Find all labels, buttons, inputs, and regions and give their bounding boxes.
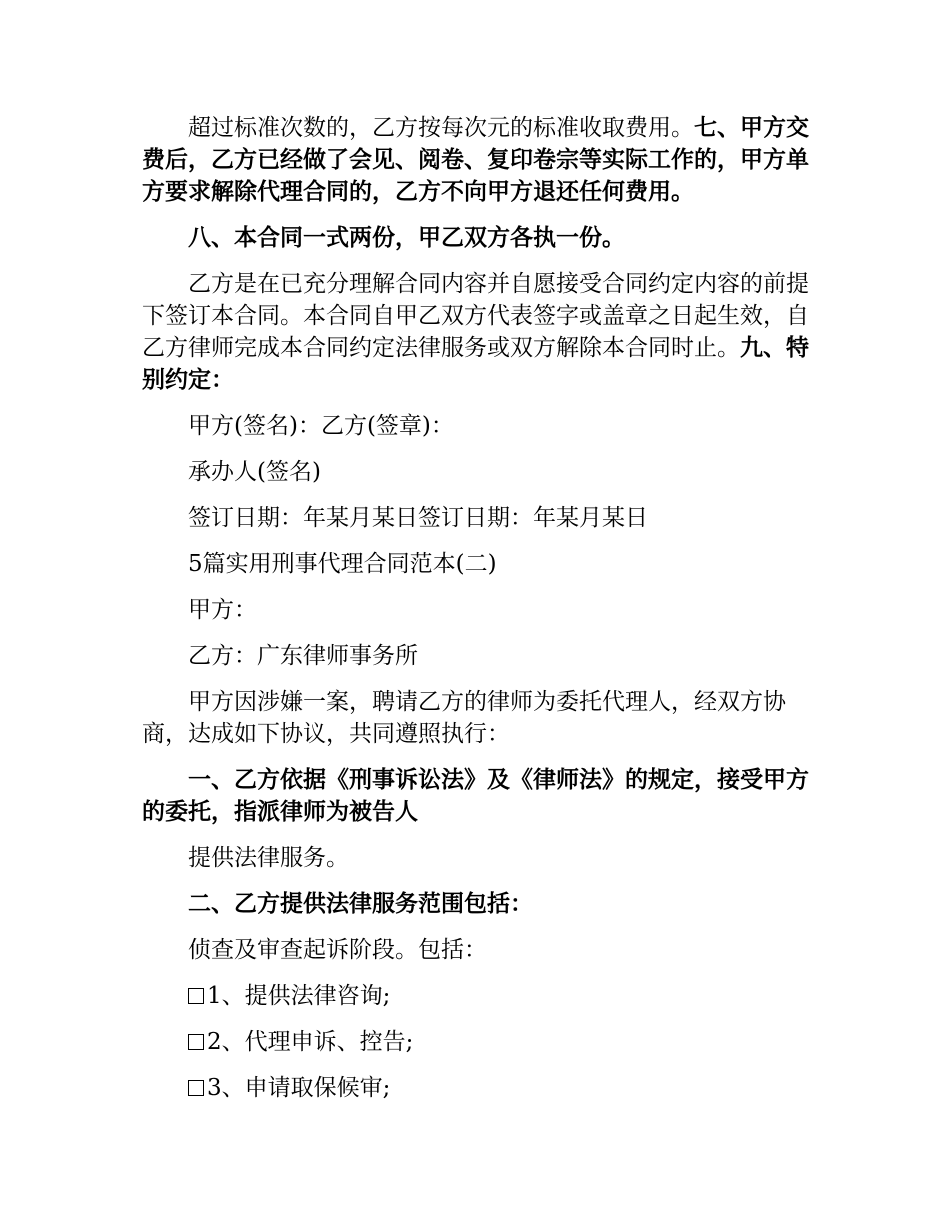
- clause-seven: 七、甲方交费后，乙方已经做了会见、阅卷、复印卷宗等实际工作的，甲方单方要求解除代理合同的，乙方不向甲方退还任何费用。: [142, 114, 809, 205]
- checkbox-icon: [188, 988, 204, 1004]
- list-item-label: 3、申请取保候审;: [207, 1075, 391, 1101]
- paragraph-effectiveness: [142, 268, 822, 396]
- stage-line: 侦查及审查起诉阶段。包括：: [188, 937, 487, 963]
- paragraph-fee-refund: [142, 112, 822, 208]
- section-title: 5篇实用刑事代理合同范本(二): [188, 551, 497, 577]
- list-item: [142, 980, 822, 1012]
- document-body: [142, 112, 822, 1118]
- party-a-line: 甲方：: [188, 597, 257, 623]
- list-item-label: 1、提供法律咨询;: [207, 983, 391, 1009]
- clause-two: 二、乙方提供法律服务范围包括：: [188, 890, 533, 917]
- list-item: [142, 1026, 822, 1058]
- effectiveness-text: 乙方是在已充分理解合同内容并自愿接受合同约定内容的前提下签订本合同。本合同自甲乙双方代表签字或盖章之日起生效，自乙方律师完成本合同约定法律服务或双方解除本合同时止。: [142, 271, 809, 361]
- party-b-line: 乙方：广东律师事务所: [188, 643, 418, 669]
- list-item-label: 2、代理申诉、控告;: [207, 1029, 414, 1055]
- checkbox-icon: [188, 1034, 204, 1050]
- handler-signature-line: 承办人(签名): [188, 459, 321, 485]
- fee-standard-text: 超过标准次数的，乙方按每次元的标准收取费用。: [188, 115, 694, 141]
- legal-service-line: 提供法律服务。: [188, 845, 349, 871]
- clause-eight: 八、本合同一式两份，甲乙双方各执一份。: [188, 224, 625, 251]
- clause-nine: 九、特别约定：: [142, 334, 809, 393]
- checkbox-icon: [188, 1080, 204, 1096]
- list-item: [142, 1072, 822, 1104]
- signing-date-line: 签订日期：年某月某日签订日期：年某月某日: [188, 505, 648, 531]
- paragraph-engagement: 甲方因涉嫌一案，聘请乙方的律师为委托代理人，经双方协商，达成如下协议，共同遵照执行：: [142, 689, 786, 747]
- signature-line: 甲方(签名)：乙方(签章)：: [188, 413, 454, 439]
- clause-one: 一、乙方依据《刑事诉讼法》及《律师法》的规定，接受甲方的委托，指派律师为被告人: [142, 766, 809, 825]
